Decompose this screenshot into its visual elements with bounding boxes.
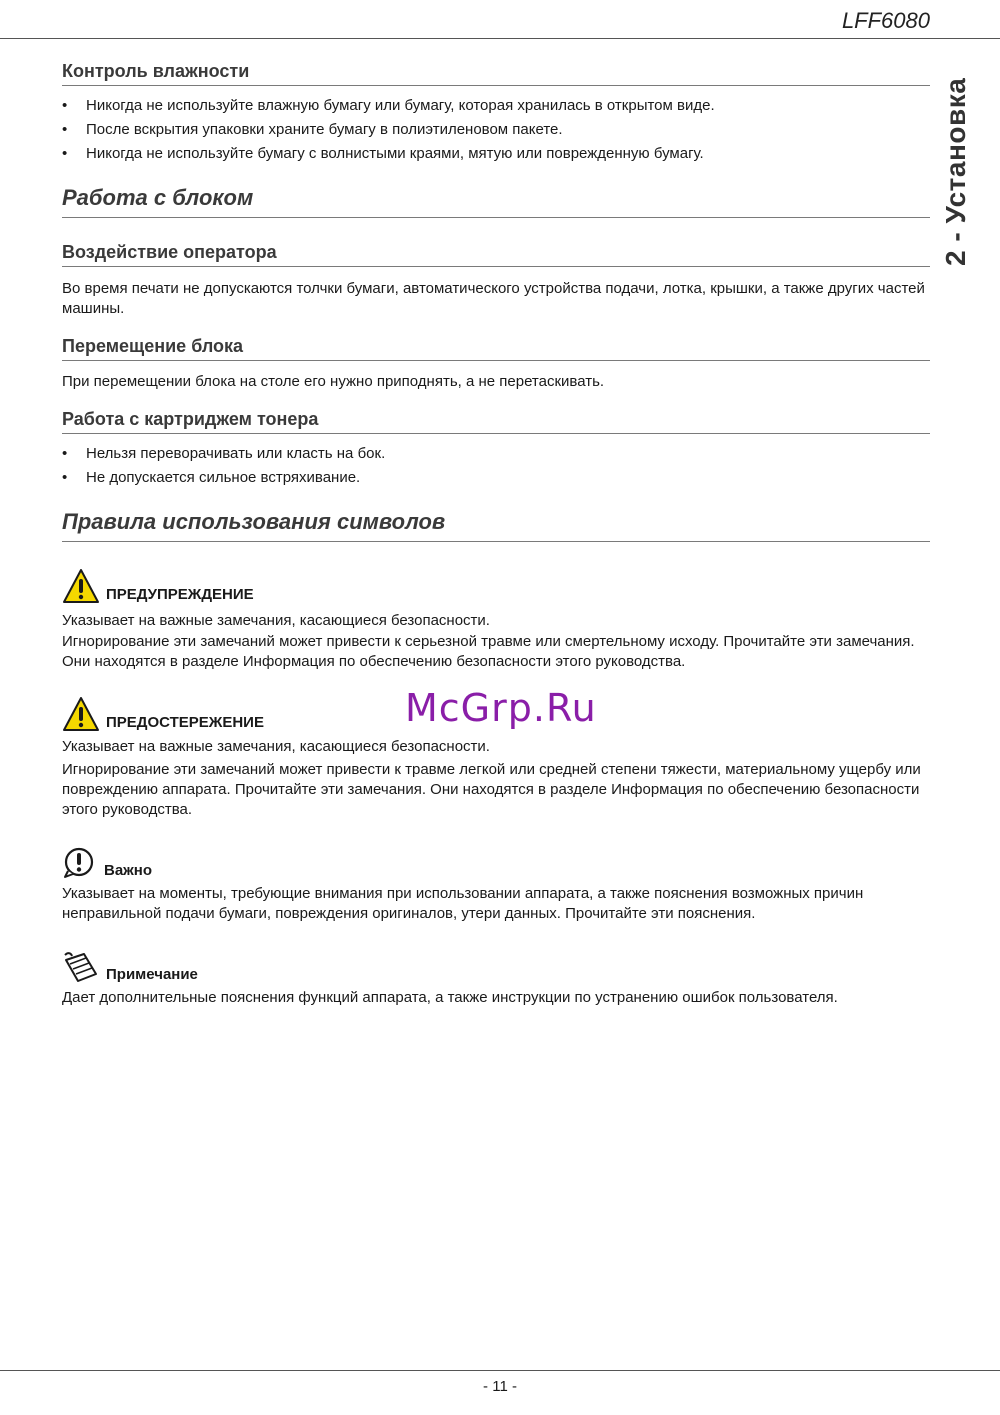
warning-label: ПРЕДУПРЕЖДЕНИЕ [106,586,254,603]
note-header [62,948,930,984]
heading-toner: Работа с картриджем тонера [62,409,930,434]
note-text: Дает дополнительные пояснения функций аппарата, а также инструкции по устранению ошибок пользователя. [62,989,838,1006]
important-header [62,844,930,880]
model-name: LFF6080 [841,8,930,33]
important-exclamation-icon [62,846,98,880]
note-pad-icon [62,950,100,984]
list-item: • Нельзя переворачивать или класть на бок. [62,442,930,466]
chapter-tab: 2 - Установка [940,77,971,266]
warning-line1: Указывает на важные замечания, касающиеся безопасности. [62,612,490,629]
heading-symbols: Правила использования символов [62,509,930,542]
important-text: Указывает на моменты, требующие внимания при использовании аппарата, а также пояснения возможных причин неправильной подачи бумаги, повреждения оригиналов, утери данных. Прочитайте эти пояснения. [62,885,864,922]
header-rule [0,38,1000,39]
caution-label: ПРЕДОСТЕРЕЖЕНИЕ [106,714,264,731]
list-item: • Никогда не используйте влажную бумагу или бумагу, которая хранилась в открытом виде. [62,94,930,118]
list-item: • Никогда не используйте бумагу с волнистыми краями, мятую или поврежденную бумагу. [62,142,930,166]
caution-line1: Указывает на важные замечания, касающиеся безопасности. [62,738,490,755]
caution-line2: Игнорирование эти замечаний может привести к травме легкой или средней степени тяжести, материальному ущербу или повреждению аппарата. Прочитайте эти замечания. Они находятся в разделе Информация по обеспечению безопасности этого руководства. [62,761,921,818]
moving-text: При перемещении блока на столе его нужно приподнять, а не перетаскивать. [62,373,605,390]
watermark: McGrp.Ru [405,686,597,730]
list-item: • Не допускается сильное встряхивание. [62,466,930,490]
list-item: • После вскрытия упаковки храните бумагу в полиэтиленовом пакете. [62,118,930,142]
footer-rule [0,1370,1000,1371]
heading-humidity: Контроль влажности [62,61,930,86]
heading-operator: Воздействие оператора [62,242,930,267]
operator-text: Во время печати не допускаются толчки бумаги, автоматического устройства подачи, лотка, крышки, а также других частей машины. [62,280,925,317]
caution-triangle-icon [62,696,100,732]
page-number: - 11 - [483,1378,517,1395]
humidity-list [62,94,930,166]
heading-moving: Перемещение блока [62,336,930,361]
important-label: Важно [104,862,153,879]
warning-line2: Игнорирование эти замечаний может привести к серьезной травме или смертельному исходу. Прочитайте эти замечания. Они находятся в разделе Информация по обеспечению безопасности этого руководства. [62,633,915,670]
toner-list [62,442,930,490]
warning-header [62,568,930,604]
note-label: Примечание [106,966,198,983]
heading-unit-work: Работа с блоком [62,185,930,218]
warning-triangle-icon [62,568,100,604]
